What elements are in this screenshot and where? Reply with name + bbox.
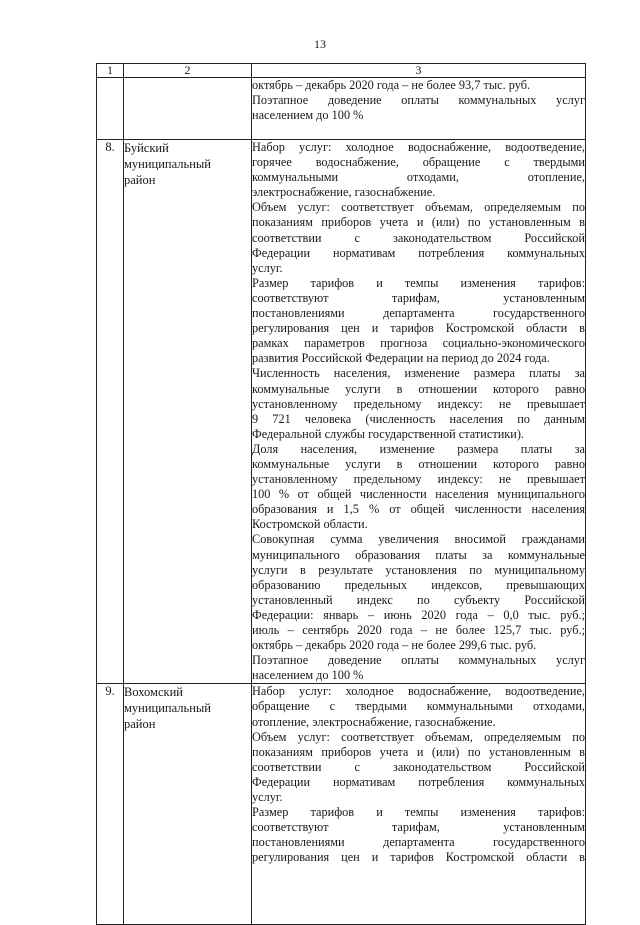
- district-name-line: Вохомский: [124, 685, 183, 700]
- text-line: Набор услуг: холодное водоснабжение, водоотведение,: [252, 684, 585, 699]
- text-line: образования и 1,5 % от общей численности населения: [252, 502, 585, 517]
- text-line: Федерации: январь – июнь 2020 года – 0,0 тыс. руб.;: [252, 607, 585, 622]
- text-line: показаниям приборов учета и (или) по установленным в: [252, 744, 585, 759]
- text-line: Федеральной службы государственной статистики).: [252, 426, 525, 441]
- text-line: Размер тарифов и темпы изменения тарифов:: [252, 805, 585, 820]
- text-line: установленный индекс по субъекту Российской: [252, 592, 585, 607]
- text-line: услуг.: [252, 790, 283, 805]
- row-number: 8.: [97, 140, 124, 684]
- continuation-text-cell: [252, 78, 586, 140]
- text-line: Федерации нормативам потребления коммунальных: [252, 774, 585, 789]
- text-line: установленному предельному индексу: не превышает: [252, 396, 585, 411]
- district-name-line: район: [124, 717, 156, 732]
- text-line: рамках параметров прогноза социально-экономического: [252, 336, 585, 351]
- text-line: 100 % от общей численности населения муниципального: [252, 487, 585, 502]
- text-line: установленному предельному индексу: не превышает: [252, 472, 585, 487]
- continuation-row: [97, 78, 586, 140]
- text-line: Размер тарифов и темпы изменения тарифов:: [252, 275, 585, 290]
- municipal-tariff-table: [96, 63, 586, 925]
- header-col-2: 2: [124, 64, 252, 78]
- text-line: услуги в результате установления по муниципальному: [252, 562, 585, 577]
- district-description: [252, 684, 586, 925]
- text-line: отопление, электроснабжение, газоснабжение.: [252, 714, 496, 729]
- text-line: муниципального образования платы за коммунальные: [252, 547, 585, 562]
- text-line: постановлениями департамента государственного: [252, 306, 585, 321]
- text-line: октябрь – декабрь 2020 года – не более 93,7 тыс. руб.: [252, 78, 531, 92]
- text-line: Объем услуг: соответствует объемам, определяемым по: [252, 200, 585, 215]
- page-number: 13: [314, 37, 326, 51]
- text-line: услуг.: [252, 260, 283, 275]
- text-line: коммунальные услуги в отношении которого равно: [252, 381, 585, 396]
- text-line: соответствуют тарифам, установленным: [252, 820, 585, 835]
- text-line: соответствии с законодательством Российской: [252, 230, 585, 245]
- continuation-name-cell: [124, 78, 252, 140]
- text-line: населением до 100 %: [252, 108, 364, 123]
- header-row: [97, 64, 586, 78]
- district-name: [124, 140, 252, 684]
- text-line: июль – сентябрь 2020 года – не более 125,7 тыс. руб.;: [252, 623, 585, 637]
- district-description: [252, 140, 586, 684]
- text-line: соответствуют тарифам, установленным: [252, 290, 585, 305]
- district-name-line: Буйский: [124, 141, 169, 155]
- text-line: Набор услуг: холодное водоснабжение, водоотведение,: [252, 140, 585, 154]
- text-line: Совокупная сумма увеличения вносимой гражданами: [252, 532, 585, 547]
- district-name-line: муниципальный: [124, 701, 211, 716]
- district-name-line: район: [124, 173, 156, 187]
- header-col-3: 3: [252, 64, 586, 78]
- header-col-1: 1: [97, 64, 124, 78]
- district-name: [124, 684, 252, 925]
- text-line: соответствии с законодательством Российской: [252, 759, 585, 774]
- table-row-8: [97, 140, 586, 684]
- text-line: Костромской области.: [252, 517, 368, 532]
- text-line: показаниям приборов учета и (или) по установленным в: [252, 215, 585, 230]
- text-line: коммунальными отходами, отопление,: [252, 170, 585, 185]
- table-row-9: [97, 684, 586, 925]
- text-line: октябрь – декабрь 2020 года – не более 299,6 тыс. руб.: [252, 638, 537, 653]
- row-number: 9.: [97, 684, 124, 925]
- text-line: Поэтапное доведение оплаты коммунальных услуг: [252, 93, 585, 108]
- text-line: электроснабжение, газоснабжение.: [252, 185, 436, 200]
- text-line: Объем услуг: соответствует объемам, определяемым по: [252, 729, 585, 744]
- text-line: Численность населения, изменение размера платы за: [252, 366, 585, 381]
- text-line: горячее водоснабжение, обращение с твердыми: [252, 155, 585, 170]
- text-line: регулирования цен и тарифов Костромской области в: [252, 850, 585, 865]
- text-line: коммунальные услуги в отношении которого равно: [252, 456, 585, 471]
- text-line: регулирования цен и тарифов Костромской области в: [252, 321, 585, 336]
- text-line: Доля населения, изменение размера платы за: [252, 441, 585, 456]
- district-name-line: муниципальный: [124, 157, 211, 171]
- text-line: Поэтапное доведение оплаты коммунальных услуг: [252, 653, 585, 668]
- text-line: населением до 100 %: [252, 668, 364, 683]
- text-line: образованию предельных индексов, превышающих: [252, 577, 585, 592]
- text-line: развития Российской Федерации на период до 2024 года.: [252, 351, 550, 366]
- text-line: постановлениями департамента государственного: [252, 835, 585, 850]
- text-line: 9 721 человека (численность населения по данным: [252, 411, 585, 426]
- text-line: обращение с твердыми коммунальными отходами,: [252, 699, 585, 714]
- text-line: Федерации нормативам потребления коммунальных: [252, 245, 585, 260]
- continuation-number-cell: [97, 78, 124, 140]
